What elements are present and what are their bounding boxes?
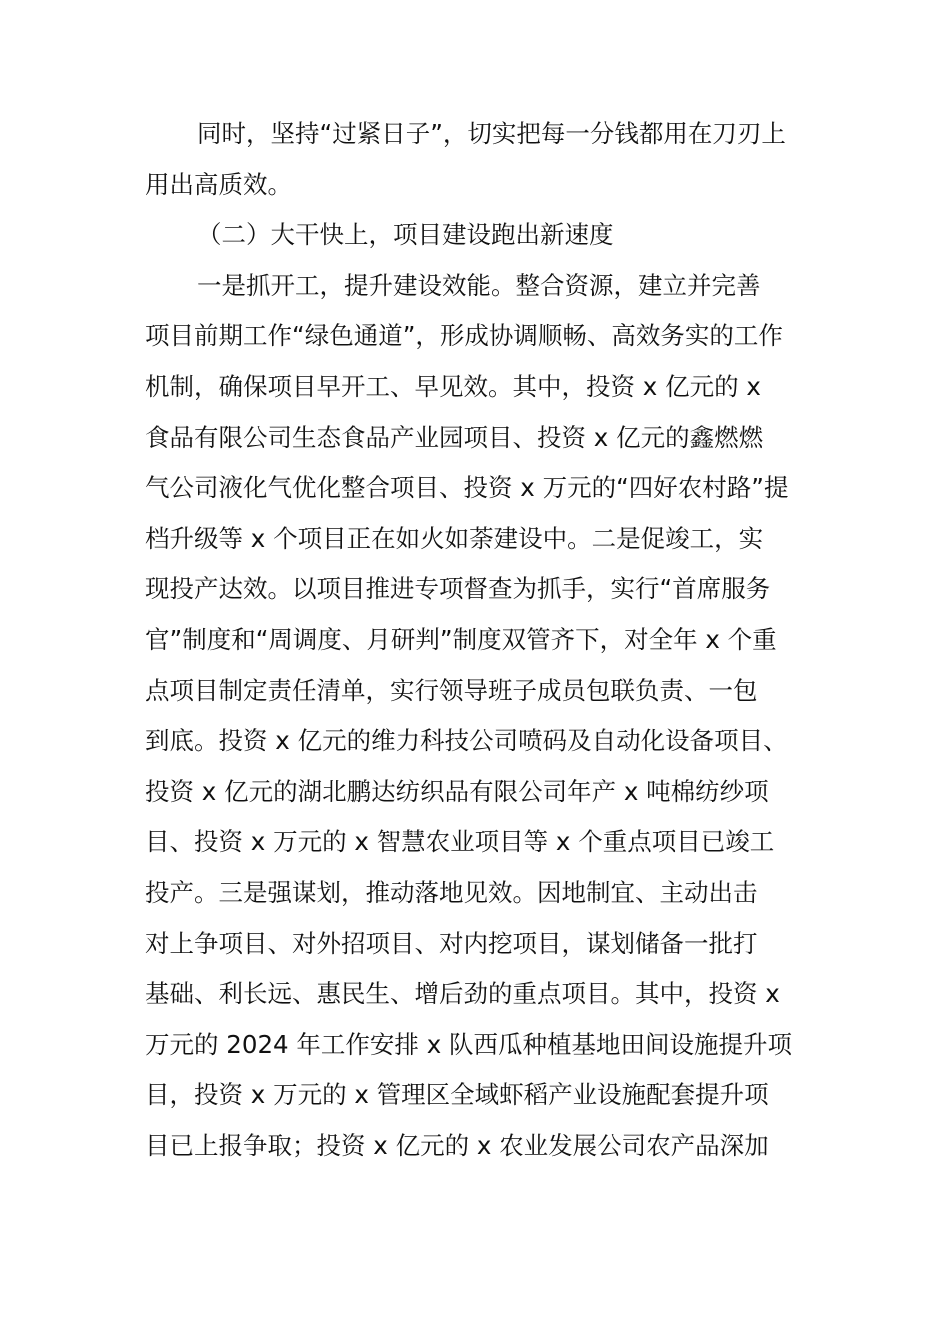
text-line: 目已上报争取；投资 x 亿元的 x 农业发展公司农产品深加 [145,1130,769,1160]
paragraph-project-construction [145,264,810,1175]
text-line: 气公司液化气优化整合项目、投资 x 万元的“四好农村路”提 [145,473,789,503]
text-line: 用出高质效。 [145,169,292,199]
text-line: 目、投资 x 万元的 x 智慧农业项目等 x 个重点项目已竣工 [145,827,775,857]
text-line: 万元的 2024 年工作安排 x 队西瓜种植基地田间设施提升项 [145,1029,792,1059]
text-line: 到底。投资 x 亿元的维力科技公司喷码及自动化设备项目、 [145,726,788,756]
text-line: 投产。三是强谋划，推动落地见效。因地制宜、主动出击 [145,877,758,907]
text-line: 一是抓开工，提升建设效能。整合资源，建立并完善 [197,270,761,300]
document-body [145,112,810,1174]
text-line: 现投产达效。以项目推进专项督查为抓手，实行“首席服务 [145,574,771,604]
text-line: 目，投资 x 万元的 x 管理区全域虾稻产业设施配套提升项 [145,1080,769,1110]
text-line: 项目前期工作“绿色通道”，形成协调顺畅、高效务实的工作 [145,321,783,351]
text-line: 食品有限公司生态食品产业园项目、投资 x 亿元的鑫燃燃 [145,422,764,452]
text-line: 档升级等 x 个项目正在如火如荼建设中。二是促竣工，实 [145,523,764,553]
text-line: 机制，确保项目早开工、早见效。其中，投资 x 亿元的 x [145,371,761,401]
section-heading [145,213,810,264]
text-line: 同时，坚持“过紧日子”，切实把每一分钱都用在刀刃上 [197,119,786,148]
paragraph-budget [145,112,810,213]
text-line: 点项目制定责任清单，实行领导班子成员包联负责、一包 [145,675,758,705]
text-line: 投资 x 亿元的湖北鹏达纺织品有限公司年产 x 吨棉纺纱项 [145,776,769,806]
text-line: 官”制度和“周调度、月研判”制度双管齐下，对全年 x 个重 [145,624,777,654]
text-line: 对上争项目、对外招项目、对内挖项目，谋划储备一批打 [145,928,758,958]
heading-text: （二）大干快上，项目建设跑出新速度 [197,220,614,250]
text-line: 基础、利长远、惠民生、增后劲的重点项目。其中，投资 x [145,979,780,1009]
